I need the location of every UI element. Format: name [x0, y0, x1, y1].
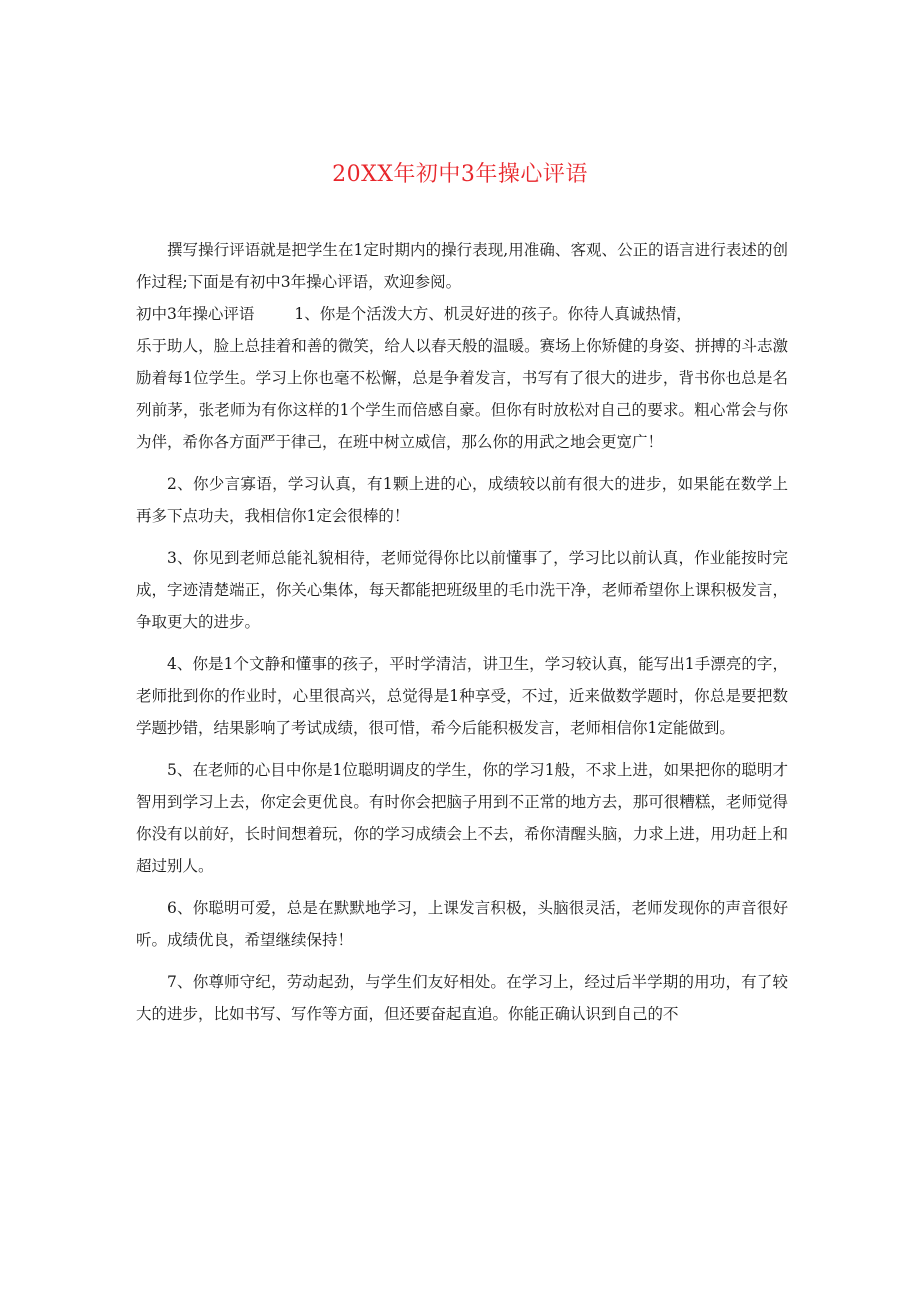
comment-2: 2、你少言寡语，学习认真，有1颗上进的心，成绩较以前有很大的进步，如果能在数学上再多下点功夫，我相信你1定会很棒的！	[136, 475, 788, 525]
comment-4: 4、你是1个文静和懂事的孩子，平时学清洁，讲卫生，学习较认真，能写出1手漂亮的字，老师批到你的作业时，心里很高兴，总觉得是1种享受，不过，近来做数学题时，你总是要把数学题抄错，结果影响了考试成绩，很可惜，希今后能积极发言，老师相信你1定能做到。	[136, 655, 788, 737]
intro-paragraph: 撰写操行评语就是把学生在1定时期内的操行表现,用准确、客观、公正的语言进行表述的创作过程;下面是有初中3年操心评语，欢迎参阅。	[136, 241, 788, 291]
comment-1-first-line: 1、你是个活泼大方、机灵好进的孩子。你待人真诚热情，	[294, 305, 692, 323]
document-title: 20XX年初中3年操心评语	[332, 162, 588, 187]
document-body	[136, 234, 788, 1030]
section-heading-line	[136, 298, 788, 330]
section-label: 初中3年操心评语	[136, 305, 255, 323]
comment-7: 7、你尊师守纪，劳动起劲，与学生们友好相处。在学习上，经过后半学期的用功，有了较大的进步，比如书写、写作等方面，但还要奋起直追。你能正确认识到自己的不	[136, 973, 788, 1023]
comment-3: 3、你见到老师总能礼貌相待，老师觉得你比以前懂事了，学习比以前认真，作业能按时完成，字迹清楚端正，你关心集体，每天都能把班级里的毛巾洗干净，老师希望你上课积极发言，争取更大的进步。	[136, 549, 788, 631]
comment-5: 5、在老师的心目中你是1位聪明调皮的学生，你的学习1般，不求上进，如果把你的聪明才智用到学习上去，你定会更优良。有时你会把脑子用到不正常的地方去，那可很糟糕，老师觉得你没有以前好，长时间想着玩，你的学习成绩会上不去，希你清醒头脑，力求上进，用功赶上和超过别人。	[136, 761, 788, 875]
comment-6: 6、你聪明可爱，总是在默默地学习，上课发言积极，头脑很灵活，老师发现你的声音很好听。成绩优良，希望继续保持！	[136, 899, 788, 949]
comment-1-body: 乐于助人，脸上总挂着和善的微笑，给人以春天般的温暖。赛场上你矫健的身姿、拼搏的斗志激励着每1位学生。学习上你也毫不松懈，总是争着发言，书写有了很大的进步，背书你也总是名列前茅，张老师为有你这样的1个学生而倍感自豪。但你有时放松对自己的要求。粗心常会与你为伴，希你各方面严于律己，在班中树立威信，那么你的用武之地会更宽广！	[136, 337, 788, 451]
